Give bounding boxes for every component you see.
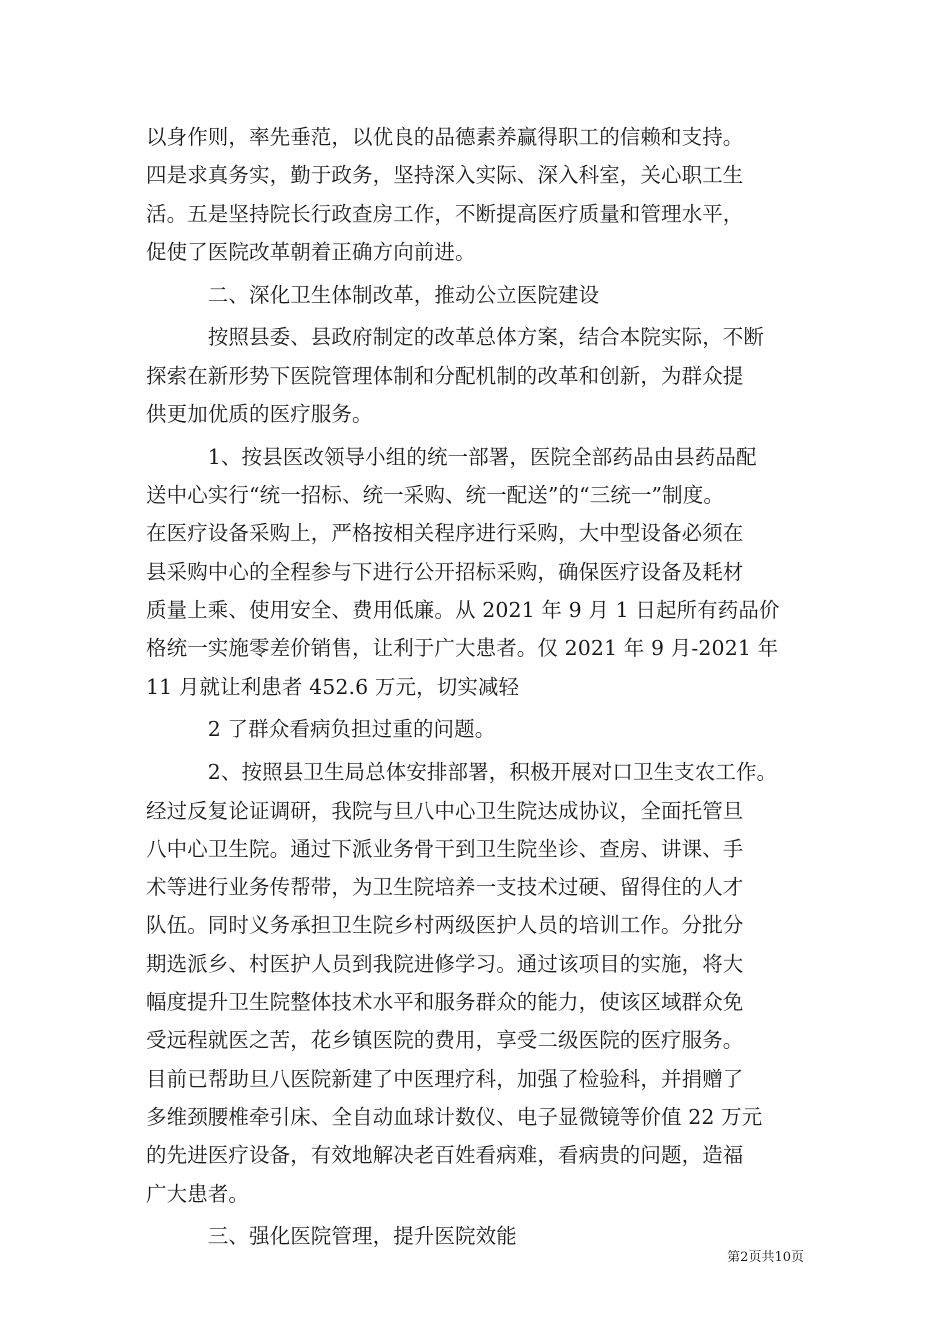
- text-line: 多维颈腰椎牵引床、全自动血球计数仪、电子显微镜等价值 22 万元: [146, 1104, 763, 1129]
- text-line: 1、按县医改领导小组的统一部署，医院全部药品由县药品配: [146, 444, 757, 469]
- text-line: 送中心实行“统一招标、统一采购、统一配送”的“三统一”制度。: [146, 483, 724, 508]
- page-number: 第2页共10页: [727, 1250, 804, 1265]
- text-line: 格统一实施零差价销售，让利于广大患者。仅 2021 年 9 月-2021 年: [146, 636, 779, 661]
- text-line: 11 月就让利患者 452.6 万元，切实减轻: [146, 674, 520, 699]
- text-line: 八中心卫生院。通过下派业务骨干到卫生院坐诊、查房、讲课、手: [146, 836, 744, 861]
- text-line: 以身作则，率先垂范，以优良的品德素养赢得职工的信赖和支持。: [146, 125, 744, 149]
- text-line: 活。五是坚持院长行政查房工作，不断提高医疗质量和管理水平，: [146, 201, 744, 226]
- text-line: 受远程就医之苦，花乡镇医院的费用，享受二级医院的医疗服务。: [146, 1028, 744, 1053]
- text-line: 在医疗设备采购上，严格按相关程序进行采购，大中型设备必须在: [146, 521, 744, 546]
- text-line: 队伍。同时义务承担卫生院乡村两级医护人员的培训工作。分批分: [146, 913, 744, 938]
- text-line: 探索在新形势下医院管理体制和分配机制的改革和创新，为群众提: [146, 363, 744, 388]
- text-line: 四是求真务实，勤于政务，坚持深入实际、深入科室，关心职工生: [146, 163, 744, 188]
- text-line: 质量上乘、使用安全、费用低廉。从 2021 年 9 月 1 日起所有药品价: [146, 598, 780, 623]
- text-line: 经过反复论证调研，我院与旦八中心卫生院达成协议，全面托管旦: [146, 798, 744, 823]
- text-line: 按照县委、县政府制定的改革总体方案，结合本院实际，不断: [146, 325, 764, 350]
- text-line: 供更加优质的医疗服务。: [146, 402, 373, 427]
- text-line: 2、按照县卫生局总体安排部署，积极开展对口卫生支农工作。: [146, 760, 778, 785]
- text-line: 的先进医疗设备，有效地解决老百姓看病难，看病贵的问题，造福: [146, 1143, 744, 1168]
- text-line: 术等进行业务传帮带，为卫生院培养一支技术过硬、留得住的人才: [146, 875, 744, 900]
- text-line: 期选派乡、村医护人员到我院进修学习。通过该项目的实施，将大: [146, 951, 744, 976]
- text-line: 促使了医院改革朝着正确方向前进。: [146, 239, 476, 264]
- text-line: 2 了群众看病负担过重的问题。: [146, 717, 496, 742]
- section-heading: 三、强化医院管理，提升医院效能: [146, 1224, 517, 1249]
- section-heading: 二、深化卫生体制改革，推动公立医院建设: [146, 282, 600, 307]
- text-line: 幅度提升卫生院整体技术水平和服务群众的能力，使该区域群众免: [146, 990, 744, 1015]
- text-line: 县采购中心的全程参与下进行公开招标采购，确保医疗设备及耗材: [146, 559, 744, 584]
- text-line: 广大患者。: [146, 1181, 249, 1206]
- text-line: 目前已帮助旦八医院新建了中医理疗科，加强了检验科，并捐赠了: [146, 1066, 744, 1091]
- body-text: [146, 118, 808, 1256]
